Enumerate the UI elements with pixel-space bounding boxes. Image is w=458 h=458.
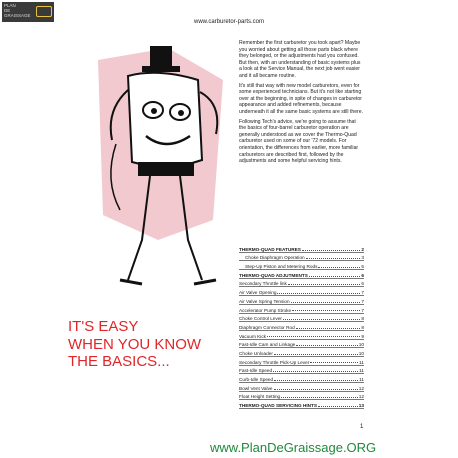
toc-leader-dots [277, 293, 360, 294]
toc-leader-dots [274, 389, 358, 390]
cartoon-illustration [98, 40, 228, 296]
toc-entry[interactable] [239, 340, 364, 349]
toc-entry-page: 12 [358, 394, 364, 400]
toc-entry-title: Bowl Vent Valve [239, 385, 273, 391]
toc-entry[interactable] [239, 261, 364, 270]
toc-entry-title: Accelerator Pump Stroke [239, 307, 292, 313]
logo-line-2: DE [4, 8, 11, 13]
toc-entry[interactable] [239, 392, 364, 401]
toc-leader-dots [274, 380, 358, 381]
toc-entry-page: 12 [358, 385, 364, 391]
toc-entry-page: 6 [361, 281, 364, 287]
toc-entry-title: Choke Control Lever [239, 316, 282, 322]
toc-entry-title: THERMO-QUAD FEATURES [239, 246, 301, 252]
table-of-contents [239, 244, 364, 409]
toc-leader-dots [309, 276, 361, 277]
toc-leader-dots [281, 397, 358, 398]
toc-entry-page: 7 [361, 298, 364, 304]
toc-entry-title: Secondary Throttle link [239, 281, 287, 287]
toc-entry[interactable] [239, 383, 364, 392]
toc-entry[interactable] [239, 305, 364, 314]
intro-paragraph-2: It's still that way with new model carburetors, even for some experienced technicians. But it's not like starting over at the beginning, in spite of changes in carburetor appearance and added refinements, because underneath it all the same basic systems are still there. [239, 82, 364, 115]
toc-entry-title: Fast-Idle Cam and Linkage [239, 342, 296, 348]
toc-entry[interactable] [239, 314, 364, 323]
toc-entry-page: 5 [361, 264, 364, 270]
toc-leader-dots [273, 371, 358, 372]
headline-line-2: WHEN YOU KNOW [68, 335, 202, 353]
toc-entry-page: 11 [359, 368, 364, 374]
page-number: 1 [360, 424, 364, 430]
toc-entry-page: 8 [361, 316, 364, 322]
toc-entry[interactable] [239, 322, 364, 331]
intro-text [239, 40, 364, 168]
toc-entry-page: 3 [361, 255, 364, 261]
toc-entry-title: Curb-Idle Speed [239, 377, 274, 382]
toc-entry-title: Fast-Idle Speed [239, 368, 273, 374]
toc-leader-dots [291, 302, 361, 303]
toc-entry-title: Diaphragm Connector Rod [239, 324, 295, 330]
toc-entry-title: THERMO-QUAD SERVICING HINTS [239, 403, 318, 409]
toc-leader-dots [296, 345, 358, 346]
toc-entry-page: 7 [361, 307, 364, 313]
toc-leader-dots [292, 310, 360, 311]
toc-entry-title: Air Valve Spring Tension [239, 298, 290, 304]
toc-entry[interactable] [239, 287, 364, 296]
toc-entry-page: 11 [359, 377, 364, 382]
logo-line-1: PLAN [4, 3, 16, 8]
toc-leader-dots [310, 362, 358, 363]
toc-entry-page: 9 [361, 333, 364, 339]
intro-paragraph-1: Remember the first carburetor you took apart? Maybe you worried about getting all those parts black where they belonged, or the adjustments had you confused. But then, with an understanding of basic systems plus a look at the Service Manual, the next job went easier and it all became routine. [239, 40, 361, 79]
toc-entry[interactable] [239, 357, 364, 366]
toc-entry[interactable] [239, 270, 364, 279]
toc-entry-page: 2 [361, 246, 364, 252]
toc-entry[interactable] [239, 366, 364, 375]
toc-entry-title: THERMO-QUAD ADJUTMENTS [239, 272, 308, 278]
toc-entry[interactable] [239, 253, 364, 262]
toc-entry-page: 13 [358, 403, 364, 409]
toc-entry-title: Step-Up Piston and Metering Rods [245, 264, 318, 270]
toc-entry-page: 6 [361, 272, 364, 278]
toc-entry-title: Air Valve Opening [239, 290, 277, 296]
toc-leader-dots [318, 267, 360, 268]
toc-entry-title: Secondary Throttle Pick-Up Lever [239, 359, 310, 365]
toc-leader-dots [283, 319, 360, 320]
headline-line-3: THE BASICS... [68, 353, 170, 370]
toc-entry[interactable] [239, 374, 364, 383]
toc-entry-title: Choke Diaphragm Operation [245, 255, 305, 261]
toc-entry[interactable] [239, 244, 364, 253]
toc-leader-dots [302, 250, 361, 251]
header-url[interactable]: www.carburetor-parts.com [193, 19, 265, 25]
logo-line-3: GRAISSAGE [4, 13, 31, 18]
toc-entry-title: Vacuum Kick [239, 333, 267, 339]
toc-leader-dots [296, 328, 361, 329]
toc-entry[interactable] [239, 400, 364, 409]
oil-can-icon [36, 6, 52, 17]
toc-entry[interactable] [239, 279, 364, 288]
toc-entry[interactable] [239, 348, 364, 357]
toc-entry-page: 8 [361, 324, 364, 330]
headline [68, 318, 201, 371]
toc-leader-dots [274, 354, 358, 355]
toc-entry[interactable] [239, 331, 364, 340]
toc-leader-dots [318, 406, 358, 407]
toc-entry-page: 11 [359, 359, 364, 365]
intro-paragraph-3: Following Tech's advice, we're going to assume that the basics of four-barrel carburetor operation are generally understood as we cover the Thermo-Quad carburetor used on some of our '72 models. For orientation, the differences from earlier, more familiar carburetors are described first, followed by the adjustments and some helpful servicing hints. [239, 118, 359, 165]
toc-leader-dots [306, 258, 361, 259]
toc-leader-dots [267, 336, 360, 337]
toc-entry[interactable] [239, 296, 364, 305]
toc-entry-page: 7 [361, 290, 364, 296]
carburetor-character-icon [98, 40, 228, 296]
toc-leader-dots [288, 284, 361, 285]
toc-entry-page: 10 [358, 342, 364, 348]
toc-entry-title: Float Height Setting [239, 394, 281, 400]
headline-line-1: IT'S EASY [68, 318, 139, 335]
footer-site[interactable]: www.PlanDeGraissage.ORG [210, 440, 377, 455]
toc-entry-page: 10 [358, 350, 364, 356]
toc-entry-title: Choke Unloader [239, 350, 273, 356]
